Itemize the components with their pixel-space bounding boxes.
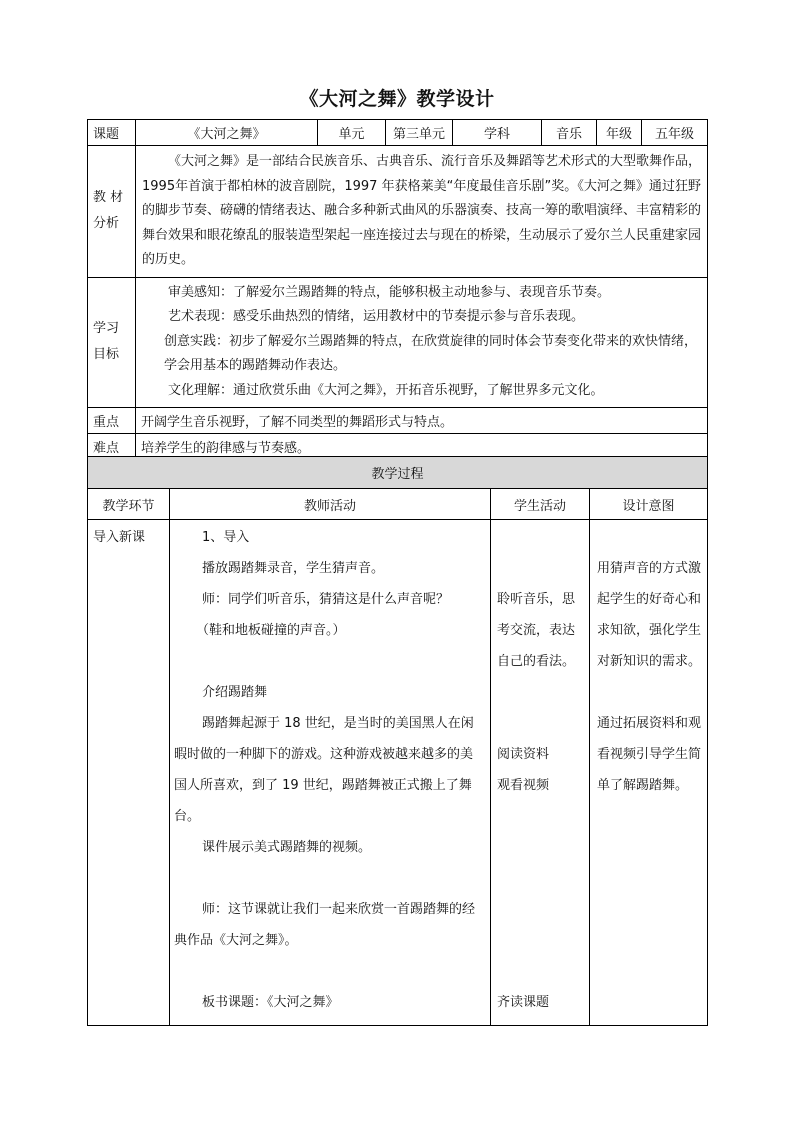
key-point-text: 开阔学生音乐视野，了解不同类型的舞蹈形式与特点。	[136, 407, 708, 433]
teacher-activity-cell	[170, 520, 491, 1026]
column-header: 设计意图	[590, 489, 708, 520]
teacher-line: 介绍踢踏舞	[202, 685, 268, 700]
goals-label-line2: 目标	[93, 347, 120, 362]
spacer	[174, 646, 490, 677]
subject-value: 音乐	[542, 120, 597, 146]
spacer	[174, 863, 490, 894]
key-point-row	[88, 407, 708, 433]
teacher-paragraph: 师：这节课就让我们一起来欣赏一首踢踏舞的经典作品《大河之舞》。	[174, 902, 476, 948]
grade-value: 五年级	[642, 120, 708, 146]
design-intent-cell	[590, 520, 708, 1026]
teacher-line: 师：同学们听音乐，猜猜这是什么声音呢？	[202, 592, 450, 607]
student-activity: 齐读课题	[497, 995, 550, 1010]
info-row	[88, 120, 708, 146]
goals-label-line1: 学习	[93, 321, 120, 336]
analysis-row	[88, 146, 708, 278]
teacher-line: 课件展示美式踢踏舞的视频。	[202, 840, 372, 855]
goal-item: 创意实践：初步了解爱尔兰踢踏舞的特点，在欣赏旋律的同时体会节奏变化带来的欢快情绪，学会用基本的踢踏舞动作表达。	[164, 333, 698, 374]
student-activity: 阅读资料	[497, 747, 550, 762]
column-header: 教学环节	[88, 489, 170, 520]
teacher-paragraph: 踢踏舞起源于 18 世纪，是当时的美国黑人在闲暇时做的一种脚下的游戏。这种游戏被越来越多的美国人所喜欢，到了 19 世纪，踢踏舞被正式搬上了舞台。	[174, 716, 474, 824]
column-header: 学生活动	[491, 489, 590, 520]
analysis-text-cell	[136, 146, 708, 278]
goal-item: 艺术表现：感受乐曲热烈的情绪，运用教材中的节奏提示参与音乐表现。	[168, 309, 585, 325]
column-header: 教师活动	[170, 489, 491, 520]
goal-item: 文化理解：通过欣赏乐曲《大河之舞》，开拓音乐视野，了解世界多元文化。	[168, 382, 604, 398]
goal-item: 审美感知：了解爱尔兰踢踏舞的特点，能够积极主动地参与、表现音乐节奏。	[168, 284, 611, 300]
goals-list	[136, 277, 708, 407]
design-intent: 用猜声音的方式激起学生的好奇心和求知欲，强化学生对新知识的需求。	[597, 561, 702, 669]
process-title-row	[88, 457, 708, 489]
process-header-row	[88, 489, 708, 520]
subject-label: 学科	[453, 120, 542, 146]
document-title: 《大河之舞》教学设计	[299, 88, 495, 110]
teacher-line: 播放踢踏舞录音，学生猜声音。	[202, 561, 385, 576]
teacher-line: 板书课题：《大河之舞》	[202, 995, 339, 1010]
goals-label	[88, 277, 136, 407]
process-title: 教学过程	[88, 457, 708, 489]
process-row	[88, 520, 708, 1026]
analysis-text: 《大河之舞》是一部结合民族音乐、古典音乐、流行音乐及舞蹈等艺术形式的大型歌舞作品，1995年首演于都柏林的波音剧院，1997 年获格莱美“年度最佳音乐剧”奖。《大河之舞》通过狂野的脚步节奏、磅礴的情绪表达、融合多种新式曲风的乐器演奏、技高一筹的歌唱演绎、丰富精彩的舞台效果和眼花缭乱的服装造型架起一座连接过去与现在的桥梁，生动展示了爱尔兰人民重建家园的历史。	[142, 154, 702, 267]
student-activity: 聆听音乐，思考交流，表达自己的看法。	[497, 592, 576, 669]
student-activity-cell	[491, 520, 590, 1026]
difficulty-text: 培养学生的韵律感与节奏感。	[136, 433, 708, 459]
unit-label: 单元	[318, 120, 386, 146]
teacher-line: 1、导入	[202, 530, 250, 545]
unit-value: 第三单元	[386, 120, 453, 146]
topic-value: 《大河之舞》	[136, 120, 318, 146]
analysis-label	[88, 146, 136, 278]
spacer	[174, 956, 490, 987]
stage-cell	[88, 520, 170, 1026]
lesson-info-table	[87, 119, 708, 460]
analysis-label-line1: 教 材	[93, 190, 124, 206]
grade-label: 年级	[597, 120, 642, 146]
key-point-label: 重点	[88, 407, 136, 433]
student-activity: 观看视频	[497, 778, 550, 793]
design-intent: 通过拓展资料和观看视频引导学生简单了解踢踏舞。	[597, 716, 702, 793]
topic-label: 课题	[88, 120, 136, 146]
stage-label: 导入新课	[93, 530, 146, 545]
goals-row	[88, 277, 708, 407]
teaching-process-table	[87, 456, 708, 1026]
analysis-label-line2: 分析	[93, 216, 120, 232]
difficulty-label: 难点	[88, 433, 136, 459]
teacher-line: （鞋和地板碰撞的声音。）	[196, 623, 346, 638]
